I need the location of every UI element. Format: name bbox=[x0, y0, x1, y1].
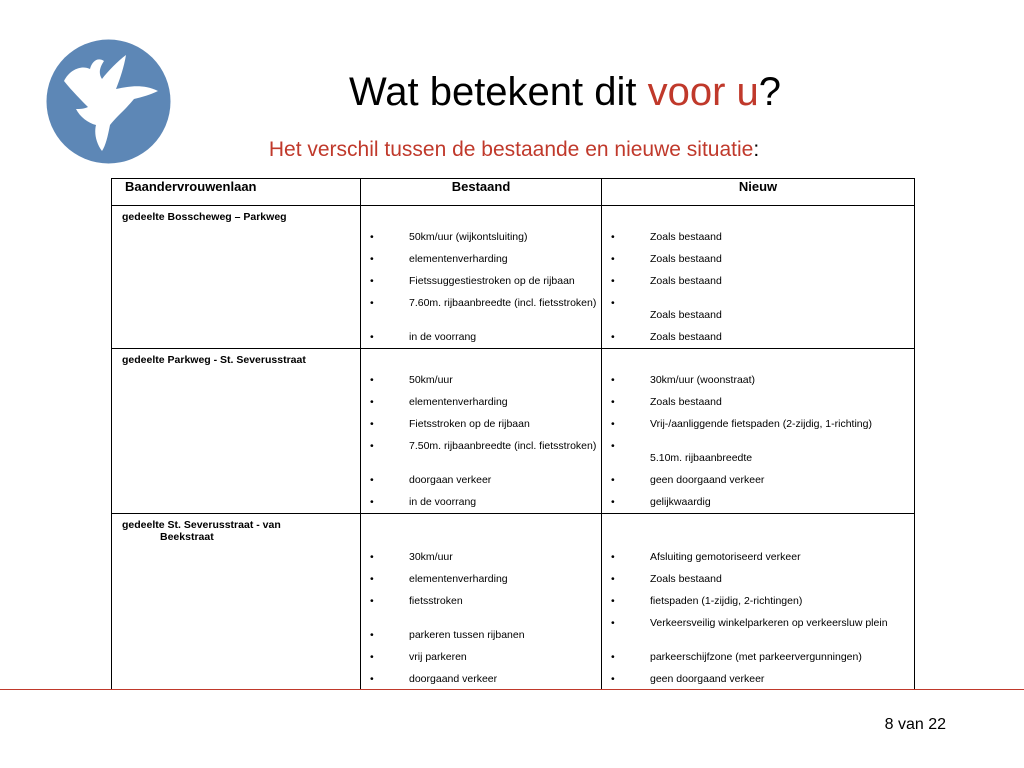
list-item: • Zoals bestaand bbox=[602, 573, 914, 595]
list-item: • Zoals bestaand bbox=[602, 231, 914, 253]
bestaand-cell bbox=[361, 206, 602, 349]
list-item: • 30km/uur (woonstraat) bbox=[602, 374, 914, 396]
list-item: • 7.50m. rijbaanbreedte (incl. fietsstroken) bbox=[361, 440, 601, 474]
list-item: • elementenverharding bbox=[361, 396, 601, 418]
list-item: • elementenverharding bbox=[361, 573, 601, 595]
list-item: • 5.10m. rijbaanbreedte bbox=[602, 440, 914, 474]
page-number: 8 van 22 bbox=[884, 716, 946, 733]
list-item: • fietspaden (1-zijdig, 2-richtingen) bbox=[602, 595, 914, 617]
list-item: • geen doorgaand verkeer bbox=[602, 673, 914, 685]
list-item: • gelijkwaardig bbox=[602, 496, 914, 509]
table-row bbox=[112, 349, 915, 514]
list-item: • vrij parkeren bbox=[361, 651, 601, 673]
column-header: Baandervrouwenlaan bbox=[112, 179, 361, 206]
list-item: • doorgaan verkeer bbox=[361, 474, 601, 496]
page-title: Wat betekent dit voor u? bbox=[348, 70, 782, 114]
section-label: gedeelte Parkweg - St. Severusstraat bbox=[112, 349, 361, 514]
nieuw-cell bbox=[602, 514, 915, 690]
section-label: gedeelte St. Severusstraat - van Beekstraat bbox=[112, 514, 361, 690]
list-item: • Fietsstroken op de rijbaan bbox=[361, 418, 601, 440]
list-item: • in de voorrang bbox=[361, 331, 601, 344]
list-item: • 7.60m. rijbaanbreedte (incl. fietsstroken) bbox=[361, 297, 601, 331]
list-item: • elementenverharding bbox=[361, 253, 601, 275]
list-item: • geen doorgaand verkeer bbox=[602, 474, 914, 496]
comparison-table bbox=[111, 178, 915, 690]
list-item: • 30km/uur bbox=[361, 551, 601, 573]
nieuw-cell bbox=[602, 206, 915, 349]
list-item: • 50km/uur bbox=[361, 374, 601, 396]
table-header-row bbox=[112, 179, 915, 206]
list-item: • in de voorrang bbox=[361, 496, 601, 509]
list-item: • Zoals bestaand bbox=[602, 275, 914, 297]
list-item: • Zoals bestaand bbox=[602, 253, 914, 275]
list-item: • 50km/uur (wijkontsluiting) bbox=[361, 231, 601, 253]
list-item: • Zoals bestaand bbox=[602, 396, 914, 418]
bestaand-cell bbox=[361, 349, 602, 514]
page-subtitle: Het verschil tussen de bestaande en nieuwe situatie: bbox=[268, 138, 760, 161]
list-item: • Zoals bestaand bbox=[602, 331, 914, 344]
list-item: • parkeren tussen rijbanen bbox=[361, 629, 601, 651]
bestaand-cell bbox=[361, 514, 602, 690]
list-item: • Verkeersveilig winkelparkeren op verkeersluw plein bbox=[602, 617, 914, 651]
column-header: Nieuw bbox=[602, 179, 915, 206]
nieuw-cell bbox=[602, 349, 915, 514]
list-item: • Vrij-/aanliggende fietspaden (2-zijdig, 1-richting) bbox=[602, 418, 914, 440]
list-item: • Fietssuggestiestroken op de rijbaan bbox=[361, 275, 601, 297]
list-item: • fietsstroken bbox=[361, 595, 601, 629]
list-item: • parkeerschijfzone (met parkeervergunningen) bbox=[602, 651, 914, 673]
list-item: • Afsluiting gemotoriseerd verkeer bbox=[602, 551, 914, 573]
section-label: gedeelte Bosscheweg – Parkweg bbox=[112, 206, 361, 349]
footer-divider bbox=[0, 689, 1024, 690]
table-row bbox=[112, 514, 915, 690]
column-header: Bestaand bbox=[361, 179, 602, 206]
table-row bbox=[112, 206, 915, 349]
list-item: • Zoals bestaand bbox=[602, 297, 914, 331]
list-item: • doorgaand verkeer bbox=[361, 673, 601, 685]
